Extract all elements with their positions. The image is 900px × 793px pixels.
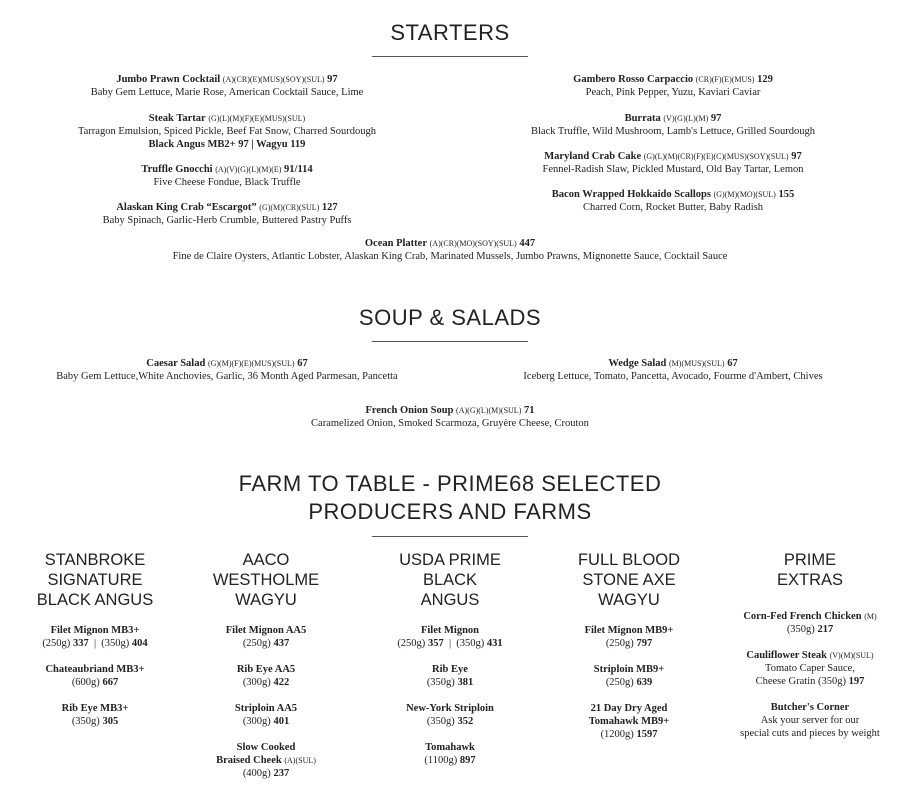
item-description: Five Cheese Fondue, Black Truffle — [153, 177, 301, 188]
item-price: 97 — [327, 74, 338, 85]
farm-to-table-heading — [0, 470, 900, 526]
item-allergens: (A)(SUL) — [284, 756, 316, 765]
column-title — [181, 550, 351, 610]
item-price — [544, 676, 714, 689]
item-weight: (250g) — [605, 677, 634, 688]
starters-heading: STARTERS — [390, 20, 510, 45]
menu-item-chateaubriand — [10, 663, 180, 689]
item-name: Ocean Platter — [364, 238, 427, 249]
menu-item-bacon-wrapped-scallops — [463, 188, 883, 214]
item-price: 129 — [757, 74, 773, 85]
farm-heading-line-2: PRODUCERS AND FARMS — [308, 499, 592, 524]
menu-item-rib-eye-mb3 — [10, 702, 180, 728]
menu-item-gambero-rosso-carpaccio — [463, 73, 883, 99]
farm-divider — [372, 536, 528, 537]
soup-salads-divider — [372, 341, 528, 342]
item-price-value: 897 — [459, 755, 476, 766]
item-name: Bacon Wrapped Hokkaido Scallops — [551, 189, 711, 200]
item-price — [181, 676, 351, 689]
item-price: 97 — [791, 151, 802, 162]
column-title — [365, 550, 535, 610]
item-name-text: Cauliflower Steak — [746, 650, 827, 661]
item-price — [544, 637, 714, 650]
item-name: 21 Day Dry Aged — [590, 703, 668, 714]
menu-item-truffle-gnocchi — [27, 163, 427, 189]
column-title-line: PRIME — [783, 551, 837, 569]
item-description: Tomato Caper Sauce, — [765, 663, 855, 674]
item-name: Rib Eye AA5 — [236, 664, 296, 675]
item-price-value: 337 — [72, 638, 89, 649]
item-name: Gambero Rosso Carpaccio — [573, 74, 694, 85]
item-name: Jumbo Prawn Cocktail — [116, 74, 221, 85]
item-weight: (250g) — [397, 638, 426, 649]
item-description: Baby Gem Lettuce, Marie Rose, American Cocktail Sauce, Lime — [90, 87, 364, 98]
price-separator: | — [93, 638, 97, 649]
item-description: Baby Spinach, Garlic-Herb Crumble, Buttered Pastry Puffs — [102, 215, 352, 226]
column-title-line: SIGNATURE — [47, 571, 143, 589]
price-separator: | — [448, 638, 452, 649]
menu-item-filet-mignon-aa5 — [181, 624, 351, 650]
menu-item-braised-cheek — [181, 741, 351, 780]
item-price-options: Black Angus MB2+ 97 | Wagyu 119 — [148, 139, 306, 150]
column-title-line: WESTHOLME — [212, 571, 320, 589]
item-weight: (400g) — [242, 768, 271, 779]
item-price-value: 381 — [457, 677, 474, 688]
item-description: Ask your server for our — [760, 715, 860, 726]
item-name: Butcher's Corner — [770, 702, 850, 713]
item-price-value: 667 — [102, 677, 119, 688]
item-price: 97 — [710, 113, 722, 124]
column-title — [720, 550, 900, 590]
menu-item-maryland-crab-cake — [463, 150, 883, 176]
item-price — [720, 675, 900, 688]
column-title-line: WAGYU — [235, 591, 297, 609]
column-full-blood-wagyu — [544, 550, 714, 754]
item-allergens: (V)(G)(L)(M) — [663, 114, 709, 123]
column-title-line: STANBROKE — [44, 551, 146, 569]
item-price — [10, 637, 180, 650]
item-description: Fine de Claire Oysters, Atlantic Lobster, Alaskan King Crab, Marinated Mussels, Jumbo Prawns, Mignonette Sauce, Cocktail Sauce — [172, 251, 728, 262]
menu-item-rib-eye-aa5 — [181, 663, 351, 689]
item-weight: (350g) — [786, 624, 815, 635]
item-price-value: 401 — [273, 716, 290, 727]
item-name: Striploin MB9+ — [593, 664, 665, 675]
menu-item-corn-fed-chicken — [720, 610, 900, 636]
item-price: 155 — [778, 189, 795, 200]
column-title-line: AACO — [242, 551, 290, 569]
menu-item-french-onion-soup — [150, 404, 750, 430]
item-name: Filet Mignon MB9+ — [584, 625, 674, 636]
menu-item-butchers-corner — [720, 701, 900, 740]
item-name: Filet Mignon MB3+ — [50, 625, 140, 636]
item-weight: (250g) — [42, 638, 71, 649]
item-price — [10, 676, 180, 689]
column-title-line: BLACK ANGUS — [36, 591, 154, 609]
item-price — [181, 637, 351, 650]
item-description: Tarragon Emulsion, Spiced Pickle, Beef Fat Snow, Charred Sourdough — [77, 126, 377, 137]
item-price — [365, 637, 535, 650]
item-name: Maryland Crab Cake — [544, 151, 642, 162]
item-allergens: (G)(M)(MO)(SUL) — [713, 190, 776, 199]
column-stanbroke — [10, 550, 180, 741]
column-title-line: ANGUS — [420, 591, 480, 609]
item-weight: (350g) — [426, 716, 455, 727]
item-weight: (1200g) — [600, 729, 634, 740]
item-description: special cuts and pieces by weight — [740, 728, 880, 739]
item-name: Alaskan King Crab “Escargot” — [116, 202, 257, 213]
item-weight: (250g) — [242, 638, 271, 649]
menu-item-jumbo-prawn-cocktail — [27, 73, 427, 99]
item-price — [365, 676, 535, 689]
item-name-cont: Tomahawk MB9+ — [588, 716, 670, 727]
item-name-text: Corn-Fed French Chicken — [743, 611, 862, 622]
menu-item-alaskan-king-crab — [27, 201, 427, 227]
item-description: Baby Gem Lettuce,White Anchovies, Garlic, 36 Month Aged Parmesan, Pancetta — [56, 371, 398, 382]
item-weight: (300g) — [242, 677, 271, 688]
column-title-line: STONE AXE — [582, 571, 676, 589]
column-aaco — [181, 550, 351, 793]
menu-item-caesar-salad — [27, 357, 427, 383]
item-weight: (250g) — [605, 638, 634, 649]
item-description: Cheese Gratin (350g) — [755, 676, 846, 687]
item-price-value: 352 — [457, 716, 474, 727]
menu-item-new-york-striploin — [365, 702, 535, 728]
item-price — [544, 728, 714, 741]
item-weight: (350g) — [101, 638, 130, 649]
column-title — [544, 550, 714, 610]
item-name: Wedge Salad — [608, 358, 667, 369]
item-price-value: 422 — [273, 677, 290, 688]
item-price — [181, 767, 351, 780]
item-price — [720, 623, 900, 636]
item-price-value: 431 — [486, 638, 503, 649]
item-description: Black Truffle, Wild Mushroom, Lamb's Lettuce, Grilled Sourdough — [531, 126, 815, 137]
item-price-value: 797 — [636, 638, 653, 649]
menu-item-filet-mignon-mb9 — [544, 624, 714, 650]
item-allergens: (V)(M)(SUL) — [829, 651, 874, 660]
item-price-value: 237 — [273, 768, 290, 779]
item-name: Burrata — [624, 113, 661, 124]
item-name — [720, 649, 900, 662]
item-price — [365, 754, 535, 767]
item-allergens: (A)(G)(L)(M)(SUL) — [456, 406, 522, 415]
item-allergens: (G)(M)(CR)(SUL) — [259, 203, 320, 212]
item-name: French Onion Soup — [365, 405, 454, 416]
item-name: Striploin AA5 — [234, 703, 298, 714]
menu-item-striploin-aa5 — [181, 702, 351, 728]
item-name: Steak Tartar — [148, 113, 206, 124]
menu-item-filet-mignon-mb3 — [10, 624, 180, 650]
farm-heading-line-1: FARM TO TABLE - PRIME68 SELECTED — [238, 471, 662, 496]
item-price-value: 639 — [636, 677, 653, 688]
item-name: Filet Mignon — [420, 625, 480, 636]
item-allergens: (M) — [864, 612, 877, 621]
column-title-line: USDA PRIME — [399, 551, 501, 569]
item-weight: (350g) — [71, 716, 100, 727]
item-name — [720, 610, 900, 623]
item-name: Rib Eye — [432, 664, 468, 675]
item-name: Filet Mignon AA5 — [225, 625, 307, 636]
item-name: Caesar Salad — [146, 358, 206, 369]
item-price — [365, 715, 535, 728]
menu-item-filet-mignon-usda — [365, 624, 535, 650]
item-weight: (350g) — [426, 677, 455, 688]
item-price-value: 305 — [102, 716, 119, 727]
item-description: Fennel-Radish Slaw, Pickled Mustard, Old Bay Tartar, Lemon — [542, 164, 804, 175]
item-name: Chateaubriand MB3+ — [45, 664, 145, 675]
item-name: Rib Eye MB3+ — [61, 703, 129, 714]
menu-item-steak-tartar — [27, 112, 427, 151]
item-weight: (1100g) — [424, 755, 458, 766]
column-prime-extras — [720, 550, 900, 753]
menu-item-ocean-platter — [50, 237, 850, 263]
item-price: 67 — [297, 358, 308, 369]
item-price-value: 404 — [131, 638, 148, 649]
item-price-value: 357 — [427, 638, 444, 649]
item-description: Charred Corn, Rocket Butter, Baby Radish — [582, 202, 764, 213]
item-weight: (350g) — [456, 638, 485, 649]
item-allergens: (M)(MUS)(SUL) — [669, 359, 725, 368]
column-title-line: EXTRAS — [776, 571, 844, 589]
item-allergens: (A)(CR)(MO)(SOY)(SUL) — [429, 239, 517, 248]
item-allergens: (G)(M)(F)(E)(MUS)(SUL) — [207, 359, 295, 368]
menu-item-dry-aged-tomahawk — [544, 702, 714, 741]
item-name: New-York Striploin — [406, 703, 494, 714]
item-price-value: 437 — [273, 638, 290, 649]
item-name: Slow Cooked — [236, 742, 296, 753]
column-title-line: WAGYU — [598, 591, 660, 609]
item-name-line: Braised Cheek — [216, 755, 282, 766]
item-price-value: 1597 — [636, 729, 658, 740]
item-price-value: 217 — [817, 624, 834, 635]
item-price: 71 — [523, 405, 535, 416]
item-weight: (600g) — [71, 677, 100, 688]
item-allergens: (G)(L)(M)(F)(E)(MUS)(SUL) — [208, 114, 306, 123]
column-title-line: BLACK — [422, 571, 478, 589]
item-description: Iceberg Lettuce, Tomato, Pancetta, Avocado, Fourme d'Ambert, Chives — [523, 371, 823, 382]
menu-item-burrata — [463, 112, 883, 138]
item-price — [181, 715, 351, 728]
item-allergens: (G)(L)(M)(CR)(F)(E)(C)(MUS)(SOY)(SUL) — [643, 152, 789, 161]
soup-salads-heading: SOUP & SALADS — [358, 305, 542, 330]
menu-item-rib-eye-usda — [365, 663, 535, 689]
item-description: Peach, Pink Pepper, Yuzu, Kaviari Caviar — [585, 87, 761, 98]
item-price: 67 — [727, 358, 738, 369]
item-price: 447 — [519, 238, 536, 249]
item-name: Truffle Gnocchi — [141, 164, 213, 175]
menu-item-wedge-salad — [463, 357, 883, 383]
item-price-value: 197 — [848, 676, 865, 687]
item-name-cont — [181, 754, 351, 767]
starters-divider — [372, 56, 528, 57]
item-price — [10, 715, 180, 728]
item-weight: (300g) — [242, 716, 271, 727]
menu-item-tomahawk-usda — [365, 741, 535, 767]
menu-item-striploin-mb9 — [544, 663, 714, 689]
column-usda-prime — [365, 550, 535, 780]
column-title-line: FULL BLOOD — [577, 551, 681, 569]
item-price: 127 — [321, 202, 338, 213]
column-title — [10, 550, 180, 610]
item-price: 91/114 — [284, 164, 313, 175]
item-description: Caramelized Onion, Smoked Scarmoza, Gruyère Cheese, Crouton — [311, 418, 589, 429]
menu-item-cauliflower-steak — [720, 649, 900, 688]
item-allergens: (A)(CR)(E)(MUS)(SOY)(SUL) — [222, 75, 325, 84]
item-allergens: (A)(V)(G)(L)(M)(E) — [215, 165, 282, 174]
item-name: Tomahawk — [425, 742, 475, 753]
item-allergens: (CR)(F)(E)(MUS) — [695, 75, 755, 84]
